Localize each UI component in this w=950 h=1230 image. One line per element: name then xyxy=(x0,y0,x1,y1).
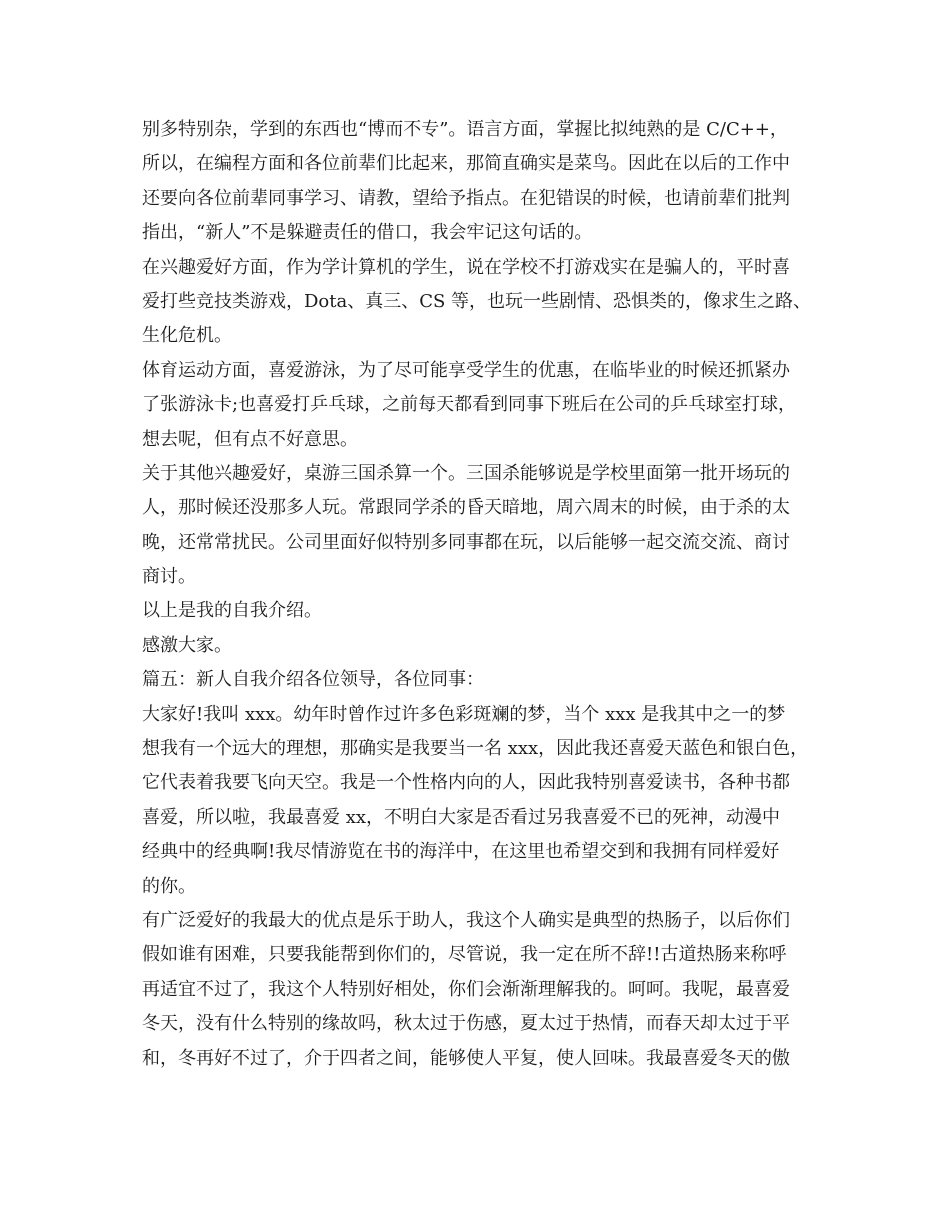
text-line: 和，冬再好不过了，介于四者之间，能够使人平复，使人回味。我最喜爱冬天的傲 xyxy=(142,1047,790,1069)
text-line: 以上是我的自我介绍。 xyxy=(142,600,322,622)
text-line: 的你。 xyxy=(142,875,196,897)
text-line: 有广泛爱好的我最大的优点是乐于助人，我这个人确实是典型的热肠子，以后你们 xyxy=(142,909,790,931)
text-line: 还要向各位前辈同事学习、请教，望给予指点。在犯错误的时候，也请前辈们批判 xyxy=(142,187,790,209)
text-line: 它代表着我要飞向天空。我是一个性格内向的人，因此我特别喜爱读书，各种书都 xyxy=(142,772,790,794)
text-line: 想去呢，但有点不好意思。 xyxy=(142,428,358,450)
text-line: 生化危机。 xyxy=(142,325,232,347)
text-line: 经典中的经典啊!我尽情游览在书的海洋中，在这里也希望交到和我拥有同样爱好 xyxy=(142,841,780,863)
text-line: 感激大家。 xyxy=(142,634,232,656)
text-line: 喜爱，所以啦，我最喜爱 xx，不明白大家是否看过另我喜爱不已的死神，动漫中 xyxy=(142,806,781,828)
text-line: 再适宜不过了，我这个人特别好相处，你们会渐渐理解我的。呵呵。我呢，最喜爱 xyxy=(142,978,790,1000)
text-line: 想我有一个远大的理想，那确实是我要当一名 xxx，因此我还喜爱天蓝色和银白色， xyxy=(142,738,809,760)
text-line: 在兴趣爱好方面，作为学计算机的学生，说在学校不打游戏实在是骗人的，平时喜 xyxy=(142,256,790,278)
text-line: 体育运动方面，喜爱游泳，为了尽可能享受学生的优惠，在临毕业的时候还抓紧办 xyxy=(142,359,790,381)
text-line: 别多特别杂，学到的东西也“博而不专”。语言方面，掌握比拟纯熟的是 C/C++， xyxy=(142,119,788,140)
text-line: 爱打些竞技类游戏，Dota、真三、CS 等，也玩一些剧情、恐惧类的，像求生之路、 xyxy=(142,290,812,312)
text-line: 商讨。 xyxy=(142,566,196,588)
text-line: 指出，“新人”不是躲避责任的借口，我会牢记这句话的。 xyxy=(142,222,593,244)
text-line: 了张游泳卡;也喜爱打乒乓球，之前每天都看到同事下班后在公司的乒乓球室打球， xyxy=(142,394,797,416)
text-line: 晚，还常常扰民。公司里面好似特别多同事都在玩，以后能够一起交流交流、商讨 xyxy=(142,531,790,553)
text-line: 所以，在编程方面和各位前辈们比起来，那简直确实是菜鸟。因此在以后的工作中 xyxy=(142,153,790,175)
section-heading: 篇五：新人自我介绍各位领导，各位同事： xyxy=(142,669,484,691)
text-line: 关于其他兴趣爱好，桌游三国杀算一个。三国杀能够说是学校里面第一批开场玩的 xyxy=(142,462,790,484)
text-line: 大家好!我叫 xxx。幼年时曾作过许多色彩斑斓的梦，当个 xxx 是我其中之一的梦 xyxy=(142,703,786,725)
text-line: 人，那时候还没那多人玩。常跟同学杀的昏天暗地，周六周末的时候，由于杀的太 xyxy=(142,497,790,519)
text-line: 假如谁有困难，只要我能帮到你们的，尽管说，我一定在所不辞!!古道热肠来称呼 xyxy=(142,944,787,966)
text-line: 冬天，没有什么特别的缘故吗，秋太过于伤感，夏太过于热情，而春天却太过于平 xyxy=(142,1013,790,1035)
document-body xyxy=(142,113,832,1076)
